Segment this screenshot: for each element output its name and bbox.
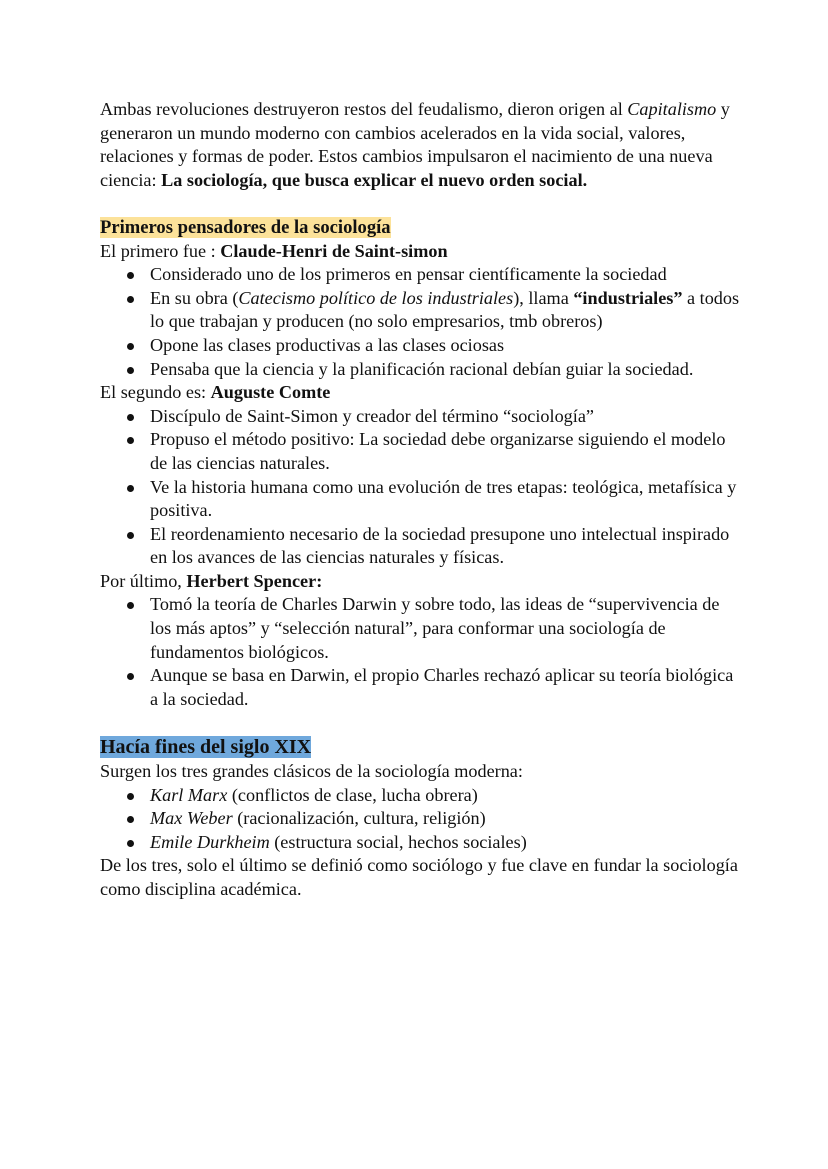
thinker-name: Claude-Henri de Saint-simon — [220, 240, 448, 261]
list-item-text: Ve la historia humana como una evolución de tres etapas: teológica, metafísica y positiva. — [150, 476, 737, 521]
section-heading-fines-siglo — [100, 735, 740, 760]
bullet-icon — [127, 296, 134, 303]
list-item-text: Considerado uno de los primeros en pensar científicamente la sociedad — [150, 264, 667, 285]
section-heading-primeros — [100, 216, 740, 240]
intro-capitalismo: Capitalismo — [627, 99, 717, 119]
bullet-icon — [127, 816, 134, 823]
section-heading-text: Primeros pensadores de la sociología — [100, 216, 391, 238]
list-item — [100, 334, 740, 358]
intro-text: Ambas revoluciones destruyeron restos del feudalismo, dieron origen al — [100, 99, 628, 119]
spacer — [100, 711, 740, 735]
saint-simon-list — [100, 263, 740, 381]
bullet-icon — [127, 602, 134, 609]
section-heading-text: Hacía fines del siglo XIX — [100, 736, 312, 759]
list-item-text: Propuso el método positivo: La sociedad debe organizarse siguiendo el modelo de las ciencias naturales. — [150, 429, 726, 473]
classic-name: Emile Durkheim — [150, 831, 270, 852]
list-item — [100, 831, 740, 855]
list-item-text: Opone las clases productivas a las clases ociosas — [150, 334, 505, 355]
bullet-icon — [127, 414, 134, 421]
thinker-name: Herbert Spencer: — [186, 570, 323, 591]
list-item-text: Discípulo de Saint-Simon y creador del término “sociología” — [150, 405, 594, 426]
comte-list — [100, 405, 740, 570]
list-item — [100, 428, 740, 475]
classic-description: (racionalización, cultura, religión) — [232, 808, 486, 829]
bullet-icon — [127, 485, 134, 492]
intro-bold-conclusion: La sociología, que busca explicar el nuevo orden social. — [161, 169, 588, 190]
thinker-name: Auguste Comte — [210, 382, 331, 403]
bullet-icon — [127, 367, 134, 374]
list-item-text: ), llama — [513, 287, 574, 308]
bullet-icon — [127, 343, 134, 350]
lead-text: Por último, — [100, 570, 187, 591]
bullet-icon — [127, 673, 134, 680]
bullet-icon — [127, 840, 134, 847]
classic-name: Karl Marx — [150, 784, 228, 805]
lead-text: El primero fue : — [100, 240, 221, 261]
intro-text-cont: y generaron un mundo moderno con cambios acelerados en la vida social, valores, relaciones y formas de poder. Estos cambios impulsaron el nacimiento de una nueva ciencia: — [100, 99, 730, 190]
term-industriales: “industriales” — [573, 287, 683, 308]
list-item-text: Aunque se basa en Darwin, el propio Charles rechazó aplicar su teoría biológica a la sociedad. — [150, 665, 734, 709]
list-item-text: a todos lo que trabajan y producen (no solo empresarios, tmb obreros) — [150, 287, 740, 332]
list-item — [100, 405, 740, 429]
spencer-list — [100, 593, 740, 711]
list-item — [100, 476, 740, 523]
list-item — [100, 784, 740, 808]
list-item-text: En su obra ( — [150, 287, 239, 308]
bullet-icon — [127, 437, 134, 444]
list-item-text: Pensaba que la ciencia y la planificación racional debían guiar la sociedad. — [150, 358, 694, 379]
closing-paragraph: De los tres, solo el último se definió como sociólogo y fue clave en fundar la sociología como disciplina académica. — [100, 855, 738, 899]
saint-simon-intro — [100, 240, 740, 264]
lead-text: El segundo es: — [100, 382, 211, 403]
spencer-intro — [100, 570, 740, 594]
bullet-icon — [127, 272, 134, 279]
bullet-icon — [127, 532, 134, 539]
classic-description: (conflictos de clase, lucha obrera) — [227, 784, 478, 805]
classics-list — [100, 784, 740, 855]
classic-name: Max Weber — [150, 808, 233, 829]
comte-intro — [100, 381, 740, 405]
document-page — [100, 98, 740, 902]
list-item — [100, 664, 740, 711]
list-item — [100, 807, 740, 831]
list-item — [100, 287, 740, 334]
bullet-icon — [127, 793, 134, 800]
list-item-text: El reordenamiento necesario de la sociedad presupone uno intelectual inspirado en los avances de las ciencias naturales y físicas. — [150, 523, 730, 568]
book-title: Catecismo político de los industriales — [238, 287, 514, 308]
intro-paragraph — [100, 98, 740, 192]
list-item-text: Tomó la teoría de Charles Darwin y sobre todo, las ideas de “supervivencia de los más aptos” y “selección natural”, para conformar una sociología de fundamentos biológicos. — [150, 594, 720, 662]
list-item — [100, 523, 740, 570]
classic-description: (estructura social, hechos sociales) — [269, 831, 527, 852]
spacer — [100, 192, 740, 216]
classics-intro: Surgen los tres grandes clásicos de la sociología moderna: — [100, 761, 523, 782]
list-item — [100, 263, 740, 287]
list-item — [100, 358, 740, 382]
list-item — [100, 593, 740, 664]
